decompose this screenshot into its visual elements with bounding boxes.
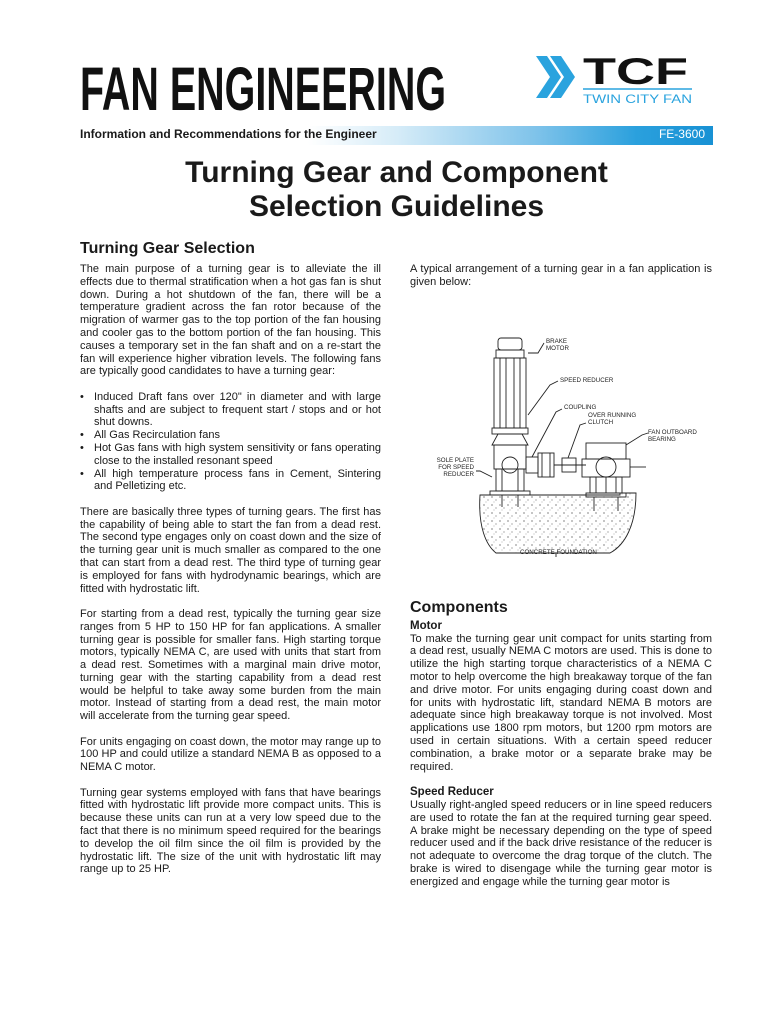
logo-mark: TCF: [583, 51, 688, 92]
paragraph: For starting from a dead rest, typically the turning gear size ranges from 5 HP to 150 HP for fan applications. A smaller turning gear is possible for smaller fans. High starting torque motors, typically NEMA C, are used with units that start from a dead rest. Sometimes with a marginal main drive motor, turning gear with the starting capability from a dead rest would be helpful to take away some burden from the main motor. Instead of starting from a dead rest, the main motor will accelerate from the turning gear speed.: [80, 607, 381, 723]
subheading-speed-reducer: Speed Reducer: [410, 785, 494, 798]
section-heading-turning-gear: Turning Gear Selection: [80, 240, 255, 257]
paragraph: Usually right-angled speed reducers or in line speed reducers are used to rotate the fan at the required turning gear speed. A brake might be necessary depending on the type of speed reducer used and if the back drive resistance of the reducer is not adequate to overcome the drag torque of the clutch. The brake is wired to disengage while the turning gear motor is energized and engage while the turning gear motor is: [410, 798, 712, 888]
subheading-motor: Motor: [410, 619, 442, 632]
label-speed-reducer: SPEED REDUCER: [560, 376, 614, 384]
list-item: • All Gas Recirculation fans: [80, 429, 381, 442]
motor-subsection: [410, 620, 712, 774]
fan-candidates-list: [80, 391, 381, 493]
paragraph: Turning gear systems employed with fans that have bearings fitted with hydrostatic lift provide more compact units. This is because these units can run at a very low speed due to the fact that there is no minimum speed required for the bearings to develop the oil film since the oil film is provided by the hydrostatic lift. The size of the unit with hydrostatic lift may range up to 25 HP.: [80, 786, 381, 876]
masthead-title: [80, 52, 450, 114]
masthead: [80, 52, 450, 114]
paragraph: To make the turning gear unit compact for units starting from a dead rest, usually NEMA C motors are used. This is done to utilize the high starting torque characteristics of a NEMA C motor to help overcome the high breakaway torque of the fan and drive motor. For units engaging during coast down and for units with hydrostatic lift, standard NEMA B motors are adequate since high breakaway torque is not involved. Most applications use 1800 rpm motors, but 1200 rpm motors are used in certain situations. With a certain speed reducer combination, a brake motor or a separate brake may be required.: [410, 632, 712, 773]
masthead-text: FAN ENGINEERING: [80, 55, 446, 114]
paragraph: For units engaging on coast down, the motor may range up to 100 HP and could utilize a standard NEMA B as opposed to a NEMA C motor.: [80, 735, 381, 774]
title-line-1: Turning Gear and Component: [185, 156, 608, 189]
turning-gear-drawing: [410, 295, 712, 557]
components-section: [410, 598, 712, 889]
label-concrete-foundation: CONCRETE FOUNDATION: [520, 548, 597, 556]
label-brake-motor: BRAKE MOTOR: [546, 337, 569, 352]
left-column: [80, 239, 381, 889]
label-coupling: COUPLING: [564, 403, 597, 411]
title-line-2: Selection Guidelines: [248, 190, 545, 223]
right-column: [410, 263, 712, 901]
label-fan-outboard-bearing: FAN OUTBOARD BEARING: [648, 428, 697, 443]
list-item: • All high temperature process fans in Cement, Sintering and Pelletizing etc.: [80, 468, 381, 494]
tcf-logo: [534, 50, 714, 112]
page-title: [80, 156, 713, 224]
speed-reducer-subsection: [410, 786, 712, 889]
list-item: • Hot Gas fans with high system sensitivity or fans operating close to the installed resonant speed: [80, 442, 381, 468]
chevron-logo-icon: [536, 56, 575, 98]
paragraph: The main purpose of a turning gear is to alleviate the ill effects due to thermal stratification when a hot gas fan is shut down. During a hot shutdown of the fan, there will be a temperature gradient across the fan rotor because of the migration of warmer gas to the top portion of the fan housing and cooler gas to the bottom portion of the fan housing. This causes a temporary set in the fan shaft and on a re-start the fan will experience higher vibration levels. The following fans are typically good candidates to have a turning gear:: [80, 263, 381, 378]
label-sole-plate: SOLE PLATE FOR SPEED REDUCER: [436, 456, 474, 478]
band-text: Information and Recommendations for the Engineer: [80, 127, 377, 141]
doc-number: FE-3600: [658, 127, 705, 141]
list-item: • Induced Draft fans over 120" in diameter and with large shafts and are subject to frequent start / stops and or hot shut downs.: [80, 391, 381, 429]
paragraph: There are basically three types of turning gears. The first has the capability of being able to start the fan from a dead rest. The second type engages only on coast down and the size of the turning gear unit is much smaller as compared to the one that can start from a dead rest. The third type of turning gear is employed for fans with hydrodynamic bearings, which are fitted with hydrostatic lift.: [80, 505, 381, 595]
label-over-running-clutch: OVER RUNNING CLUTCH: [588, 411, 637, 426]
logo-name: TWIN CITY FAN: [583, 94, 692, 106]
turning-gear-diagram: [410, 295, 712, 557]
section-heading-components: Components: [410, 598, 508, 616]
info-band: [80, 126, 713, 145]
figure-intro: A typical arrangement of a turning gear in a fan application is given below:: [410, 263, 712, 288]
